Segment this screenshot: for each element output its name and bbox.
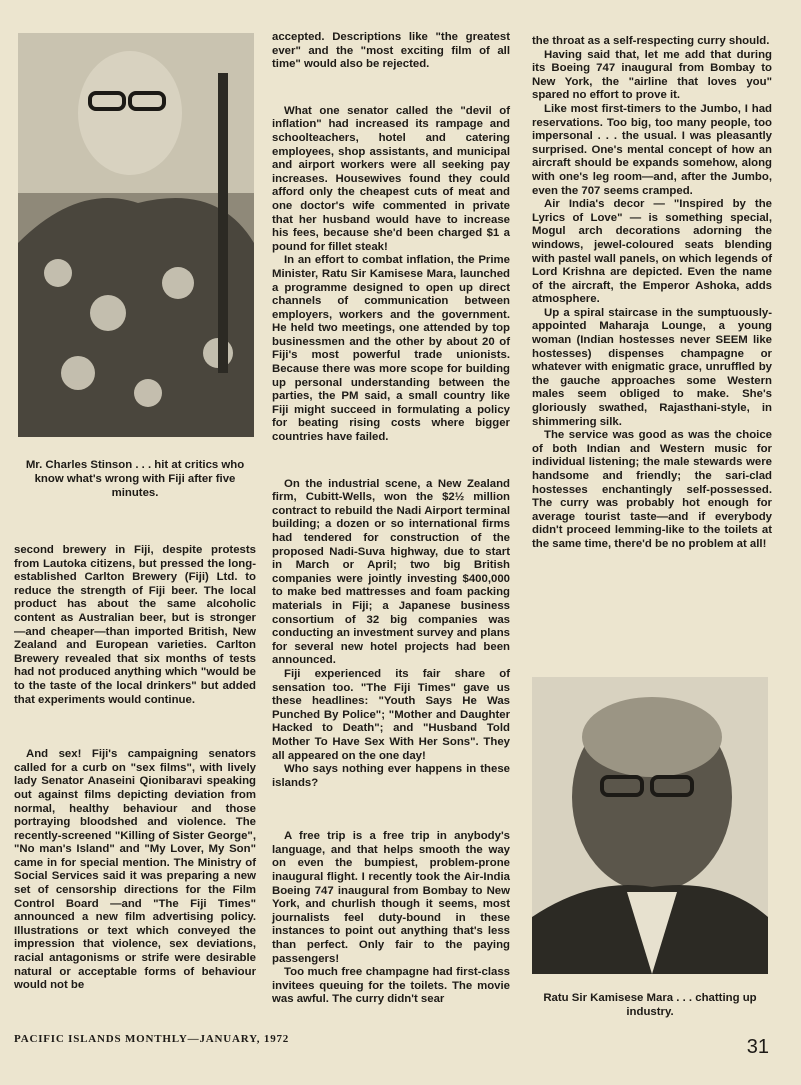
column-3-text	[532, 35, 772, 552]
paragraph: the throat as a self-respecting curry should.	[532, 35, 770, 47]
paragraph: In an effort to combat inflation, the Prime Minister, Ratu Sir Kamisese Mara, launched a programme designed to open up direct channels of communication between employers, workers and the government. He held two meetings, one attended by top businessmen and the other by about 20 of Fiji's most powerful trade unionists. Because there was more scope for building up personal understanding between the parties, the PM said, a small country like Fiji might succeed in formulating a policy for beating rising costs where bigger countries have failed.	[272, 254, 510, 444]
paragraph: second brewery in Fiji, despite protests from Lautoka citizens, but pressed the long-established Carlton Brewery (Fiji) Ltd. to reduce the strength of Fiji beer. The local product has about the same alcoholic content as Australian beer, but is stronger —and cheaper—than imported British, New Zealand and European varieties. Carlton Brewery revealed that six months of tests had not produced anything which "would be to the taste of the local drinkers" but added that experiments would continue.	[14, 544, 256, 706]
page-number: 31	[746, 1036, 769, 1058]
paragraph: What one senator called the "devil of inflation" had increased its rampage and schoolteachers, hotel and catering employees, shop assistants, and municipal and airport workers were all seeking pay increases. Housewives found they could afford only the cheapest cuts of meat and one doctor's wife commented in private that her husband would have to increase his fees, because she'd been charged $1 a pound for fillet steak!	[272, 104, 510, 253]
stinson-photo-caption: Mr. Charles Stinson . . . hit at critics who know what's wrong with Fiji after five minutes.	[25, 459, 245, 499]
portrait-illustration	[532, 677, 768, 974]
publication-footer: PACIFIC ISLANDS MONTHLY—JANUARY, 1972	[14, 1033, 290, 1045]
paragraph: Like most first-timers to the Jumbo, I had reservations. Too big, too many people, too impersonal . . . the usual. I was pleasantly surprised. One's mental concept of how an aircraft should be expands somehow, along with one's leg room—and, after the Jumbo, even the 707 seems cramped.	[532, 102, 772, 197]
paragraph: Up a spiral staircase in the sumptuously-appointed Maharaja Lounge, a young woman (Indian hostesses never SEEM like hostesses) dispenses champagne or whatever with enigmatic grace, unruffled by the gauche approaches some Western males seem obliged to make. She's gloriously swathed, Rajasthani-style, in shimmering silk.	[532, 306, 772, 428]
paragraph: Too much free champagne had first-class invitees queuing for the toilets. The movie was awful. The curry didn't sear	[272, 966, 510, 1006]
paragraph: And sex! Fiji's campaigning senators called for a curb on "sex films", with lively lady Senator Anaseini Qionibaravi speaking out against films depicting deviation from normal, healthy behaviour and those portraying bloodshed and violence. The recently-screened "Killing of Sister George", "No man's Island" and "My Lover, My Son" came in for special mention. The Ministry of Social Services said it was preparing a new set of censorship directions for the Film Control Board —and "The Fiji Times" announced a new film advertising policy. Illustrations or text which conveyed the impression that violence, sex deviations, racial antagonisms or strife were desirable natural or acceptable forms of behaviour would not be	[14, 748, 256, 992]
paragraph: On the industrial scene, a New Zealand firm, Cubitt-Wells, won the $2½ million contract to rebuild the Nadi Airport terminal building; a dozen or so international firms had tendered for construction of the proposed Nadi-Suva highway, due to start in March or April; two big British companies were jointly investing $400,000 to make bed mattresses and foam packing materials in Fiji; a Japanese business consortium of 32 big companies was conducting an investment survey and plans for several new hotel projects had been announced.	[272, 477, 510, 667]
paragraph: The service was good as was the choice of both Indian and Western music for individual listening; the male stewards were handsome and friendly; the sari-clad hostesses enchantingly self-possessed. The curry was probably hot enough for average tourist taste—and if everybody didn't proceed lemming-like to the toilets at the same time, there'd be no problem at all!	[532, 429, 772, 550]
column-2-text	[272, 31, 510, 1007]
paragraph: Having said that, let me add that during its Boeing 747 inaugural from Bombay to New York, the "airline that loves you" spared no effort to prove it.	[532, 48, 772, 102]
paragraph: Who says nothing ever happens in these islands?	[272, 763, 510, 789]
paragraph: A free trip is a free trip in anybody's language, and that helps smooth the way on even the bumpiest, problem-prone inaugural flight. I recently took the Air-India Boeing 747 inaugural from Bombay to New York, and churlish though it seems, most journalists feel duty-bound in these instances to point out anything that's less than perfect. Only fair to the paying passengers!	[272, 830, 510, 965]
mara-photo-caption: Ratu Sir Kamisese Mara . . . chatting up industry.	[543, 992, 757, 1018]
photo-kamisese-mara	[532, 677, 768, 974]
column-1-text	[14, 544, 256, 993]
photo-charles-stinson	[18, 33, 254, 437]
paragraph: Air India's decor — "Inspired by the Lyrics of Love" — is something special, Mogul arch decorations adorning the windows, jewel-coloured seats blending with pastel wall panels, on which legends of Lord Krishna are depicted. Even the name of the aircraft, the Emperor Ashoka, adds atmosphere.	[532, 198, 772, 306]
paragraph: Fiji experienced its fair share of sensation too. "The Fiji Times" gave us these headlines: "Youth Says He Was Punched By Police"; "Mother and Daughter Hacked to Death"; and "Husband Told Mother To Have Sex With Her Sons". They all appeared on the one day!	[272, 667, 510, 762]
portrait-illustration	[18, 33, 254, 437]
paragraph: accepted. Descriptions like "the greatest ever" and the "most exciting film of all time" would also be rejected.	[272, 31, 510, 71]
